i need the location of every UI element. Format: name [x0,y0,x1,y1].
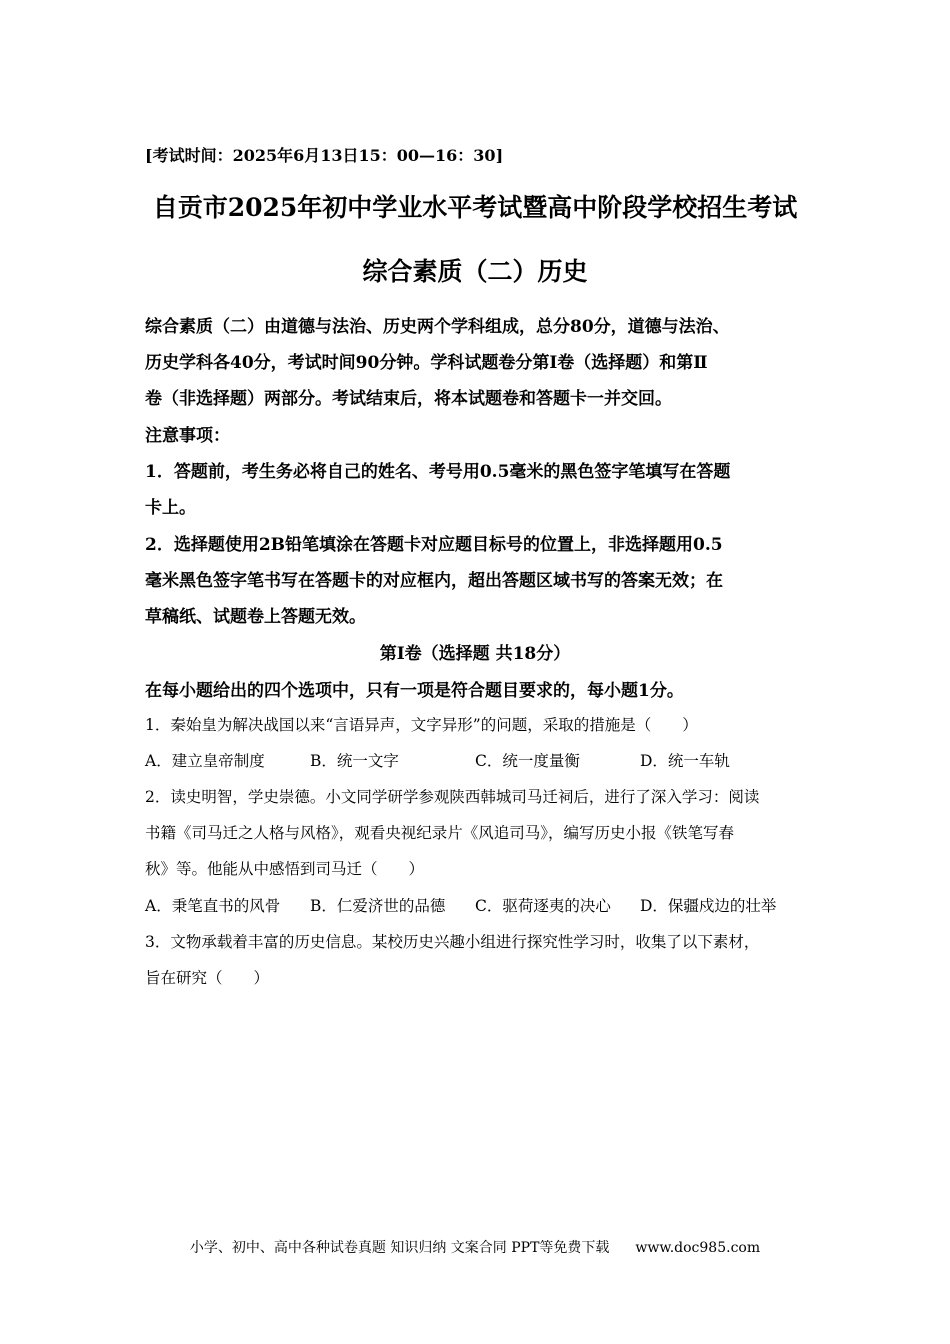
section-instruction: 在每小题给出的四个选项中，只有一项是符合题目要求的，每小题1分。 [145,681,684,701]
intro-line: 综合素质（二）由道德与法治、历史两个学科组成，总分80分，道德与法治、 [145,317,730,337]
note-item-2: 毫米黑色签字笔书写在答题卡的对应框内，超出答题区域书写的答案无效；在 [145,571,723,591]
question-2-stem: 书籍《司马迁之人格与风格》，观看央视纪录片《风追司马》，编写历史小报《铁笔写春 [145,824,735,842]
intro-line: 历史学科各40分，考试时间90分钟。学科试题卷分第Ⅰ卷（选择题）和第Ⅱ [145,353,708,373]
footer [0,1237,950,1257]
exam-subtitle: 综合素质（二）历史 [362,257,588,286]
option-a: A．秉笔直书的风骨 [145,897,281,915]
option-d: D．保疆戍边的壮举 [640,897,777,915]
intro-line: 卷（非选择题）两部分。考试结束后，将本试题卷和答题卡一并交回。 [145,389,672,409]
question-1-options [145,749,730,771]
option-d: D．统一车轨 [640,752,730,770]
question-3-stem: 3．文物承载着丰富的历史信息。某校历史兴趣小组进行探究性学习时，收集了以下素材， [145,933,760,951]
option-b: B．仁爱济世的品德 [310,897,446,915]
question-3-stem: 旨在研究（ ） [145,969,270,987]
question-2-options [145,894,776,916]
note-item-2: 草稿纸、试题卷上答题无效。 [145,607,366,627]
option-c: C．统一度量衡 [475,752,580,770]
question-2-stem: 秋》等。他能从中感悟到司马迁（ ） [145,860,425,878]
footer-text: 小学、初中、高中各种试卷真题 知识归纳 文案合同 PPT等免费下载 [189,1240,610,1256]
note-item-2: 2．选择题使用2B铅笔填涂在答题卡对应题目标号的位置上，非选择题用0.5 [145,535,723,555]
option-b: B．统一文字 [310,752,399,770]
exam-time: [考试时间：2025年6月13日15：00—16：30] [145,146,504,165]
footer-url[interactable]: www.doc985.com [635,1240,761,1256]
notes-heading: 注意事项： [145,426,230,446]
note-item-1: 1．答题前，考生务必将自己的姓名、考号用0.5毫米的黑色签字笔填写在答题 [145,462,731,482]
option-c: C．驱荷逐夷的决心 [475,897,611,915]
question-2-stem: 2．读史明智，学史崇德。小文同学研学参观陕西韩城司马迁祠后，进行了深入学习：阅读 [145,788,760,806]
note-item-1: 卡上。 [145,498,196,518]
option-a: A．建立皇帝制度 [145,752,265,770]
question-1-stem: 1．秦始皇为解决战国以来“言语异声，文字异形”的问题，采取的措施是（ ） [145,716,698,734]
section-title: 第Ⅰ卷（选择题 共18分） [379,644,571,664]
exam-title: 自贡市2025年初中学业水平考试暨高中阶段学校招生考试 [152,193,798,222]
